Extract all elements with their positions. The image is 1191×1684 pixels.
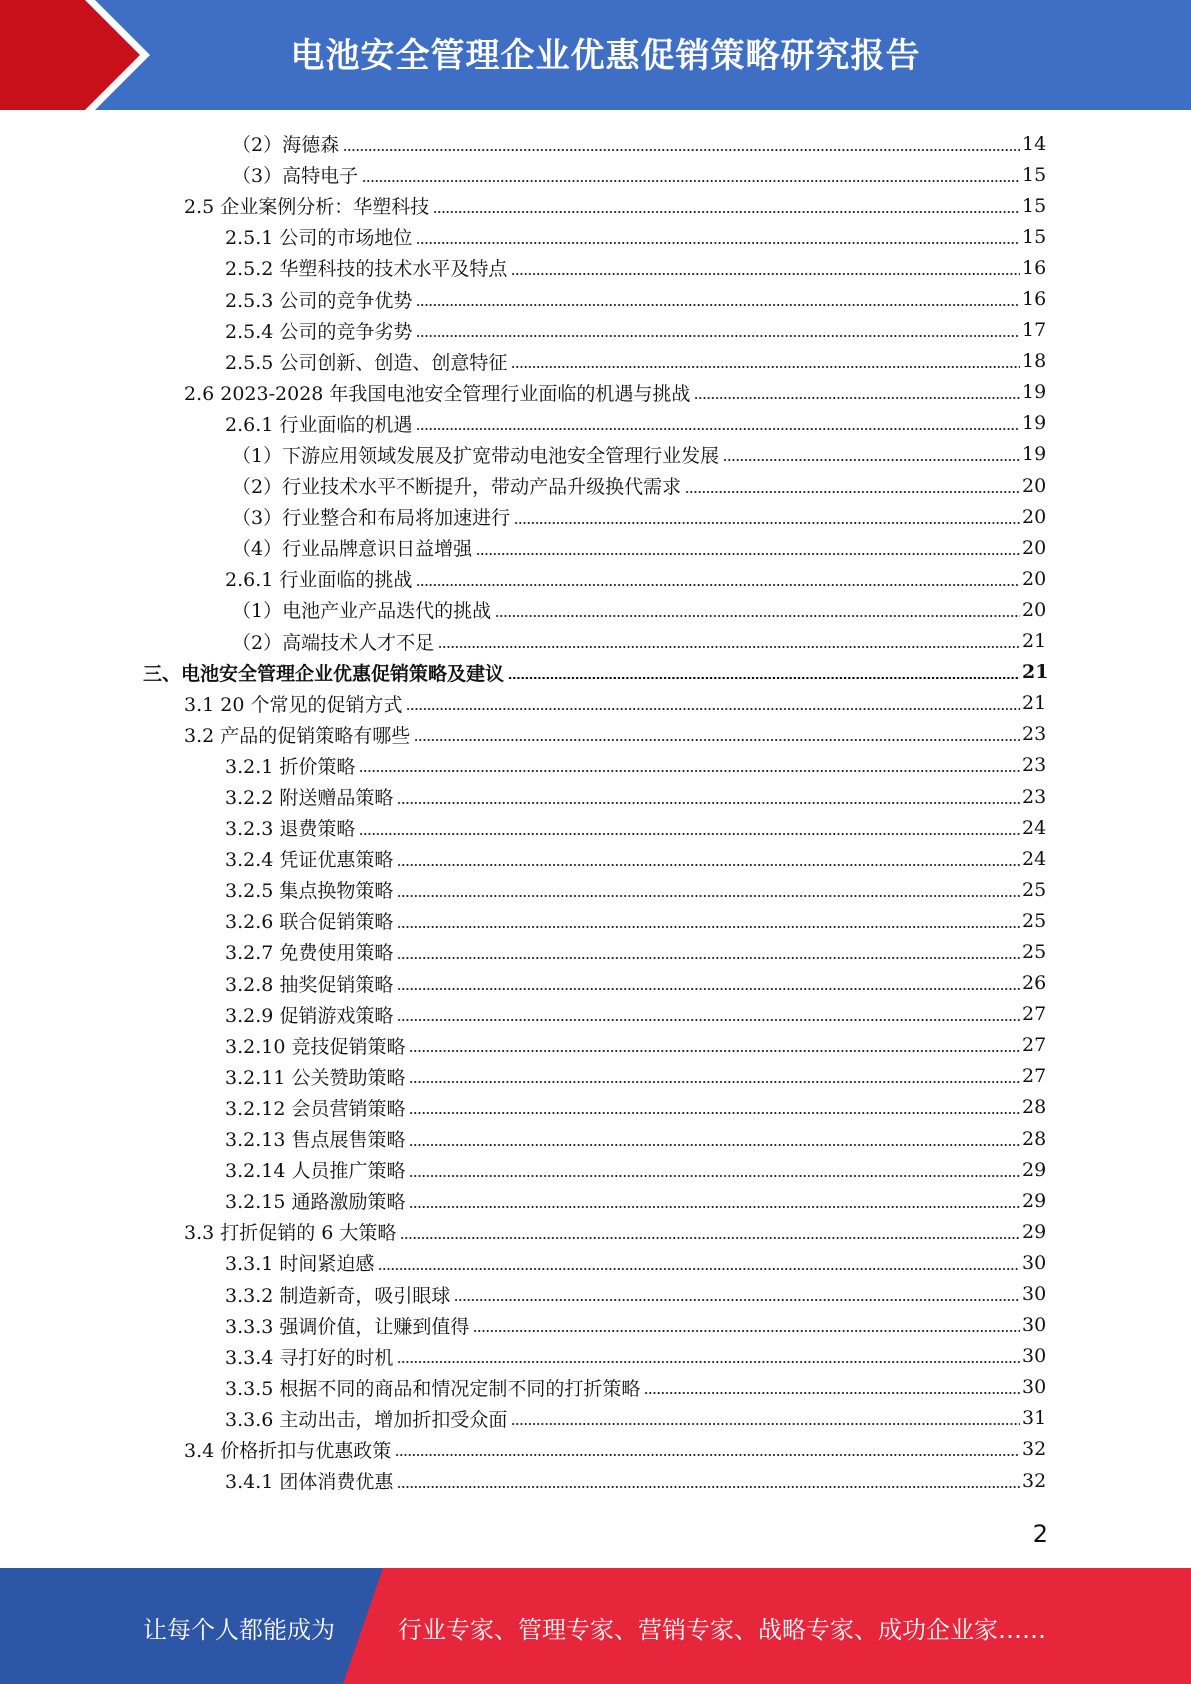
toc-entry-label: 3.2.3 退费策略 — [225, 818, 356, 841]
toc-dot-leader — [397, 1019, 1020, 1021]
toc-entry[interactable] — [0, 1185, 1191, 1216]
toc-entry-label: 3.2.12 会员营销策略 — [225, 1097, 406, 1120]
toc-entry-label: 3.2.8 抽奖促销策略 — [225, 973, 394, 996]
toc-entry-page: 23 — [1022, 785, 1047, 808]
toc-entry-page: 16 — [1022, 256, 1047, 279]
toc-dot-leader — [397, 1486, 1020, 1488]
toc-entry-page: 23 — [1022, 754, 1047, 777]
toc-entry-label: 3.4 价格折扣与优惠政策 — [184, 1439, 392, 1462]
toc-entry[interactable] — [0, 1123, 1191, 1154]
toc-entry[interactable] — [0, 1092, 1191, 1123]
toc-entry[interactable] — [0, 1278, 1191, 1309]
toc-entry[interactable] — [0, 439, 1191, 470]
toc-entry[interactable] — [0, 408, 1191, 439]
toc-entry[interactable] — [0, 688, 1191, 719]
toc-entry-page: 19 — [1022, 412, 1047, 435]
toc-entry[interactable] — [0, 843, 1191, 874]
toc-dot-leader — [409, 1206, 1020, 1208]
toc-dot-leader — [397, 926, 1020, 928]
toc-entry-page: 29 — [1022, 1220, 1047, 1243]
toc-entry[interactable] — [0, 252, 1191, 283]
toc-entry-page: 28 — [1022, 1096, 1047, 1119]
toc-entry-label: （1）下游应用领域发展及扩宽带动电池安全管理行业发展 — [232, 444, 720, 467]
toc-entry[interactable] — [0, 563, 1191, 594]
toc-dot-leader — [409, 1081, 1020, 1083]
toc-entry-label: 3.2 产品的促销策略有哪些 — [184, 724, 411, 747]
toc-entry[interactable] — [0, 1061, 1191, 1092]
toc-entry[interactable] — [0, 501, 1191, 532]
toc-entry-page: 29 — [1022, 1158, 1047, 1181]
toc-dot-leader — [495, 615, 1020, 617]
footer-slogan-right: 行业专家、管理专家、营销专家、战略专家、成功企业家…… — [398, 1616, 1046, 1644]
toc-entry-label: （2）行业技术水平不断提升，带动产品升级换代需求 — [232, 476, 682, 499]
toc-dot-leader — [395, 1454, 1020, 1456]
toc-entry-label: （2）高端技术人才不足 — [232, 631, 435, 654]
toc-dot-leader — [414, 739, 1020, 741]
toc-entry-page: 30 — [1022, 1314, 1047, 1337]
toc-dot-leader — [473, 1330, 1020, 1332]
toc-entry-page: 20 — [1022, 536, 1047, 559]
toc-dot-leader — [406, 708, 1020, 710]
toc-entry-label: 3.3.6 主动出击，增加折扣受众面 — [225, 1408, 508, 1431]
toc-entry-page: 19 — [1022, 381, 1047, 404]
toc-dot-leader — [644, 1392, 1020, 1394]
toc-entry[interactable] — [0, 1154, 1191, 1185]
toc-entry[interactable] — [0, 626, 1191, 657]
toc-entry-page: 24 — [1022, 847, 1047, 870]
toc-entry[interactable] — [0, 1372, 1191, 1403]
toc-entry-label: 3.2.7 免费使用策略 — [225, 942, 394, 965]
toc-entry-label: 2.5 企业案例分析：华塑科技 — [184, 196, 430, 219]
toc-dot-leader — [416, 304, 1020, 306]
toc-entry[interactable] — [0, 128, 1191, 159]
toc-entry[interactable] — [0, 1030, 1191, 1061]
toc-entry-label: 3.2.11 公关赞助策略 — [225, 1066, 406, 1089]
toc-entry-label: 三、电池安全管理企业优惠促销策略及建议 — [143, 662, 505, 685]
toc-entry[interactable] — [0, 190, 1191, 221]
toc-entry[interactable] — [0, 1341, 1191, 1372]
toc-entry-label: 3.2.1 折价策略 — [225, 755, 356, 778]
toc-entry-page: 31 — [1022, 1407, 1047, 1430]
toc-entry-label: 3.2.10 竞技促销策略 — [225, 1035, 406, 1058]
toc-dot-leader — [409, 1144, 1020, 1146]
toc-entry[interactable] — [0, 999, 1191, 1030]
toc-entry-page: 15 — [1022, 225, 1047, 248]
toc-entry-label: 2.5.5 公司创新、创造、创意特征 — [225, 351, 508, 374]
toc-dot-leader — [409, 1112, 1020, 1114]
toc-entry[interactable] — [0, 874, 1191, 905]
toc-entry-label: 2.5.3 公司的竞争优势 — [225, 289, 413, 312]
toc-entry-page: 20 — [1022, 474, 1047, 497]
toc-entry-label: 2.6.1 行业面临的挑战 — [225, 569, 413, 592]
toc-dot-leader — [397, 802, 1020, 804]
toc-entry-label: 3.2.4 凭证优惠策略 — [225, 849, 394, 872]
toc-entry-page: 26 — [1022, 972, 1047, 995]
toc-entry-label: 3.2.15 通路激励策略 — [225, 1191, 406, 1214]
toc-dot-leader — [416, 428, 1020, 430]
toc-dot-leader — [511, 366, 1020, 368]
toc-entry[interactable] — [0, 159, 1191, 190]
toc-dot-leader — [409, 1175, 1020, 1177]
toc-dot-leader — [511, 1423, 1020, 1425]
toc-entry-page: 30 — [1022, 1376, 1047, 1399]
toc-dot-leader — [416, 584, 1020, 586]
toc-entry-page: 20 — [1022, 567, 1047, 590]
toc-entry-label: 3.2.14 人员推广策略 — [225, 1160, 406, 1183]
toc-entry[interactable] — [0, 657, 1191, 688]
toc-entry[interactable] — [0, 532, 1191, 563]
toc-entry-label: 2.5.2 华塑科技的技术水平及特点 — [225, 258, 508, 281]
toc-entry-label: 3.2.9 促销游戏策略 — [225, 1004, 394, 1027]
toc-dot-leader — [359, 770, 1020, 772]
toc-entry-page: 30 — [1022, 1251, 1047, 1274]
toc-entry-page: 27 — [1022, 1065, 1047, 1088]
toc-entry-page: 21 — [1022, 661, 1049, 684]
toc-entry-label: 3.3.5 根据不同的商品和情况定制不同的打折策略 — [225, 1377, 641, 1400]
toc-entry-label: 3.1 20 个常见的促销方式 — [184, 693, 403, 716]
toc-entry-label: （4）行业品牌意识日益增强 — [232, 538, 473, 561]
toc-dot-leader — [400, 1237, 1020, 1239]
toc-dot-leader — [694, 397, 1020, 399]
toc-entry-label: 3.3.3 强调价值，让赚到值得 — [225, 1315, 470, 1338]
report-title: 电池安全管理企业优惠促销策略研究报告 — [290, 36, 921, 76]
toc-entry-label: 3.3.4 寻打好的时机 — [225, 1346, 394, 1369]
toc-entry-label: 2.5.4 公司的竞争劣势 — [225, 320, 413, 343]
toc-entry-page: 23 — [1022, 723, 1047, 746]
toc-entry[interactable] — [0, 594, 1191, 625]
toc-entry-page: 25 — [1022, 909, 1047, 932]
toc-entry-label: 3.2.6 联合促销策略 — [225, 911, 394, 934]
toc-entry[interactable] — [0, 905, 1191, 936]
toc-entry[interactable] — [0, 1216, 1191, 1247]
toc-dot-leader — [416, 335, 1020, 337]
page-footer — [0, 1568, 1191, 1684]
toc-entry-page: 27 — [1022, 1034, 1047, 1057]
toc-entry-label: （2）海德森 — [232, 134, 340, 157]
toc-entry-label: （3）高特电子 — [232, 165, 359, 188]
toc-entry[interactable] — [0, 221, 1191, 252]
toc-entry-page: 14 — [1022, 132, 1047, 155]
toc-dot-leader — [409, 1050, 1020, 1052]
toc-dot-leader — [397, 864, 1020, 866]
toc-entry[interactable] — [0, 315, 1191, 346]
toc-dot-leader — [397, 1361, 1020, 1363]
toc-entry-page: 21 — [1022, 630, 1047, 653]
toc-dot-leader — [343, 149, 1020, 151]
toc-entry[interactable] — [0, 346, 1191, 377]
toc-entry-page: 27 — [1022, 1003, 1047, 1026]
toc-entry-label: 2.6.1 行业面临的机遇 — [225, 413, 413, 436]
toc-entry-page: 24 — [1022, 816, 1047, 839]
toc-entry[interactable] — [0, 470, 1191, 501]
table-of-contents — [0, 128, 1191, 1496]
toc-entry-label: 3.3.2 制造新奇，吸引眼球 — [225, 1284, 451, 1307]
footer-slogan-left: 让每个人都能成为 — [143, 1616, 335, 1644]
toc-entry-label: 3.3 打折促销的 6 大策略 — [184, 1222, 397, 1245]
toc-entry[interactable] — [0, 936, 1191, 967]
toc-entry-page: 21 — [1022, 692, 1047, 715]
toc-entry-page: 15 — [1022, 163, 1047, 186]
toc-entry-page: 17 — [1022, 319, 1047, 342]
toc-dot-leader — [685, 491, 1020, 493]
toc-entry-label: 2.5.1 公司的市场地位 — [225, 227, 413, 250]
toc-entry-page: 29 — [1022, 1189, 1047, 1212]
toc-entry-label: 3.2.2 附送赠品策略 — [225, 787, 394, 810]
toc-dot-leader — [433, 211, 1020, 213]
toc-entry-label: 3.2.13 售点展售策略 — [225, 1129, 406, 1152]
toc-entry[interactable] — [0, 1465, 1191, 1496]
toc-dot-leader — [397, 988, 1020, 990]
toc-entry[interactable] — [0, 1247, 1191, 1278]
toc-entry[interactable] — [0, 377, 1191, 408]
toc-entry-page: 25 — [1022, 878, 1047, 901]
toc-entry-page: 20 — [1022, 598, 1047, 621]
toc-entry-label: 3.2.5 集点换物策略 — [225, 880, 394, 903]
toc-dot-leader — [359, 833, 1020, 835]
toc-entry[interactable] — [0, 719, 1191, 750]
toc-entry-page: 19 — [1022, 443, 1047, 466]
toc-dot-leader — [476, 553, 1020, 555]
toc-dot-leader — [397, 957, 1020, 959]
toc-entry-label: 3.3.1 时间紧迫感 — [225, 1253, 375, 1276]
toc-entry-page: 15 — [1022, 194, 1047, 217]
toc-dot-leader — [723, 459, 1020, 461]
toc-entry[interactable] — [0, 1403, 1191, 1434]
toc-entry-page: 30 — [1022, 1345, 1047, 1368]
toc-entry[interactable] — [0, 812, 1191, 843]
toc-entry[interactable] — [0, 1310, 1191, 1341]
toc-entry-page: 25 — [1022, 940, 1047, 963]
page-header — [0, 0, 1191, 110]
toc-entry-page: 16 — [1022, 288, 1047, 311]
toc-entry[interactable] — [0, 968, 1191, 999]
toc-entry-page: 18 — [1022, 350, 1047, 373]
toc-entry-label: （1）电池产业产品迭代的挑战 — [232, 600, 492, 623]
toc-entry-page: 30 — [1022, 1283, 1047, 1306]
toc-entry-page: 32 — [1022, 1438, 1047, 1461]
toc-dot-leader — [416, 242, 1020, 244]
toc-dot-leader — [378, 1268, 1020, 1270]
toc-entry-page: 28 — [1022, 1127, 1047, 1150]
toc-dot-leader — [362, 180, 1020, 182]
toc-entry[interactable] — [0, 283, 1191, 314]
toc-dot-leader — [454, 1299, 1020, 1301]
page-number: 2 — [1032, 1520, 1048, 1548]
toc-dot-leader — [514, 522, 1020, 524]
toc-entry-page: 20 — [1022, 505, 1047, 528]
toc-entry[interactable] — [0, 781, 1191, 812]
toc-entry-label: 2.6 2023-2028 年我国电池安全管理行业面临的机遇与挑战 — [184, 382, 691, 405]
toc-dot-leader — [438, 646, 1020, 648]
toc-dot-leader — [397, 895, 1020, 897]
toc-dot-leader — [511, 273, 1020, 275]
toc-entry[interactable] — [0, 1434, 1191, 1465]
toc-entry-label: （3）行业整合和布局将加速进行 — [232, 507, 511, 530]
toc-entry-label: 3.4.1 团体消费优惠 — [225, 1471, 394, 1494]
toc-dot-leader — [508, 677, 1020, 679]
toc-entry[interactable] — [0, 750, 1191, 781]
toc-entry-page: 32 — [1022, 1469, 1047, 1492]
